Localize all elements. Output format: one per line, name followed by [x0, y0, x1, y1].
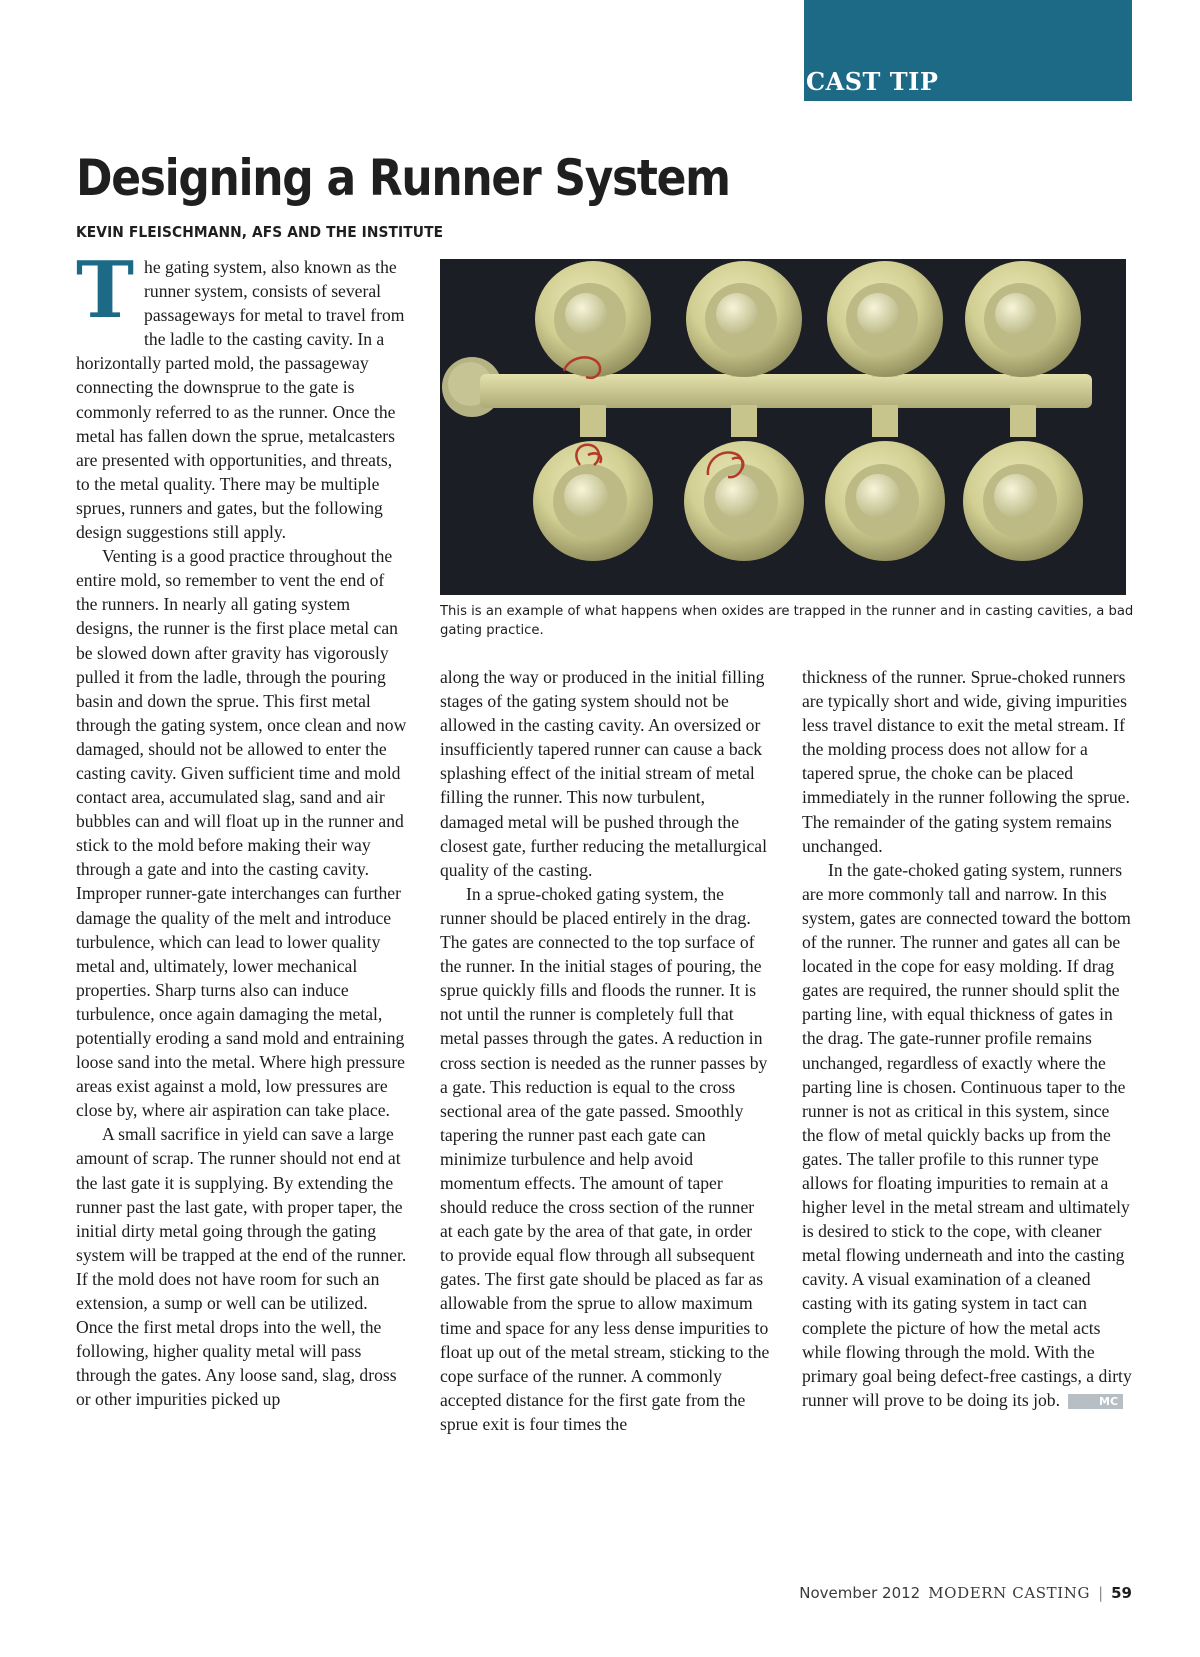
photo-caption: This is an example of what happens when oxides are trapped in the runner and in casting cavities, a bad gating practice.	[440, 604, 1134, 638]
paragraph: he gating system, also known as the runner system, consists of several passageways for metal to travel from the ladle to the casting cavity. In a horizontally parted mold, the passageway connecting the downsprue to the gate is commonly referred to as the runner. Once the metal has fallen down the sprue, metalcasters are presented with opportunities, and threats, to the metal quality. There may be multiple sprues, runners and gates, but the following design suggestions still apply.	[76, 257, 405, 543]
gate	[1010, 405, 1036, 437]
casting-top-3	[827, 261, 943, 377]
paragraph: along the way or produced in the initial filling stages of the gating system should not be allowed in the casting cavity. An oversized or insufficiently tapered runner can cause a back splashing effect of the initial stream of metal filling the runner. This now turbulent, damaged metal will be pushed through the closest gate, further reducing the metallurgical quality of the casting.	[440, 667, 767, 880]
text-column-1	[76, 245, 408, 1412]
casting-bottom-1	[533, 441, 653, 561]
gate	[731, 405, 757, 437]
magazine-name: MODERN CASTING	[928, 1584, 1091, 1602]
paragraph: Venting is a good practice throughout the entire mold, so remember to vent the end of the runners. In nearly all gating system designs, the runner is the first place metal can be slowed down after gravity has vigorously pulled it from the ladle, through the pouring basin and down the sprue. This first metal through the gating system, once clean and now damaged, should not be allowed to enter the casting cavity. Given sufficient time and mold contact area, accumulated slag, sand and air bubbles can and will float up in the runner and stick to the mold before making their way through a gate and into the casting cavity. Improper runner-gate interchanges can further damage the quality of the melt and introduce turbulence, which can lead to lower quality metal and, ultimately, lower mechanical properties. Sharp turns also can induce turbulence, once again damaging the metal, potentially eroding a sand mold and entraining loose sand into the metal. Where high pressure areas exist against a mold, low pressures are close by, where air aspiration can take place.	[76, 546, 407, 1121]
casting-runner-photo	[440, 259, 1126, 595]
paragraph	[802, 858, 1132, 1412]
paragraph-text: In the gate-choked gating system, runners are more commonly tall and narrow. In this system, gates are connected toward the bottom of the runner. The runner and gates all can be located in the cope for easy molding. If drag gates are required, the runner should split the parting line, with equal thickness of gates in the drag. The gate-runner profile remains unchanged, regardless of exactly where the parting line is chosen. Continuous taper to the runner is not as critical in this system, since the flow of metal quickly backs up from the gates. The taller profile to this runner type allows for floating impurities to remain at a higher level in the metal stream and ultimately is desired to stick to the cope, with cleaner metal flowing underneath and into the casting cavity. A visual examination of a cleaned casting with its gating system in tact can complete the picture of how the metal acts while flowing through the mold. With the primary goal being defect-free castings, a dirty runner will prove to be doing its job.	[802, 859, 1132, 1410]
article-title: Designing a Runner System	[76, 149, 730, 207]
issue-date: November 2012	[799, 1584, 921, 1602]
paragraph: In a sprue-choked gating system, the runner should be placed entirely in the drag. The gates are connected to the top surface of the runner. In the initial stages of pouring, the sprue quickly fills and floods the runner. It is not until the runner is completely full that metal passes through the gates. A reduction in cross section is needed as the runner passes by a gate. This reduction is equal to the cross sectional area of the gate passed. Smoothly tapering the runner past each gate can minimize turbulence and help avoid momentum effects. The amount of taper should reduce the cross section of the runner at each gate by the area of that gate, in order to provide equal flow through all subsequent gates. The first gate should be placed as far as allowable from the sprue to allow maximum time and space for any less dense impurities to float up out of the metal stream, sticking to the cope surface of the runner. A commonly accepted distance for the first gate from the sprue exit is four times the	[440, 883, 770, 1434]
page-footer	[799, 1584, 1132, 1602]
text-column-2	[440, 665, 770, 1436]
casting-top-2	[686, 261, 802, 377]
drop-cap: T	[76, 245, 135, 336]
end-mark-badge: MC	[1068, 1394, 1123, 1409]
paragraph: thickness of the runner. Sprue-choked runners are typically short and wide, giving impurities less travel distance to exit the metal stream. If the molding process does not allow for a tapered sprue, the choke can be placed immediately in the runner following the sprue. The remainder of the gating system remains unchanged.	[802, 667, 1130, 856]
footer-separator: |	[1098, 1584, 1104, 1602]
text-column-3	[802, 665, 1132, 1412]
section-tab-label: CAST TIP	[806, 67, 939, 96]
casting-bottom-4	[963, 441, 1083, 561]
page-number: 59	[1111, 1584, 1132, 1602]
paragraph: A small sacrifice in yield can save a large amount of scrap. The runner should not end at the last gate it is supplying. By extending the runner past the last gate, with proper taper, the initial dirty metal going through the gating system will be trapped at the end of the runner. If the mold does not have room for such an extension, a sump or well can be utilized. Once the first metal drops into the well, the following, higher quality metal will pass through the gates. Any loose sand, slag, dross or other impurities picked up	[76, 1124, 407, 1410]
gate	[872, 405, 898, 437]
runner-bar	[480, 374, 1092, 408]
casting-top-4	[965, 261, 1081, 377]
gate	[580, 405, 606, 437]
article-byline: KEVIN FLEISCHMANN, AFS AND THE INSTITUTE	[76, 223, 444, 241]
casting-bottom-2	[684, 441, 804, 561]
casting-bottom-3	[825, 441, 945, 561]
